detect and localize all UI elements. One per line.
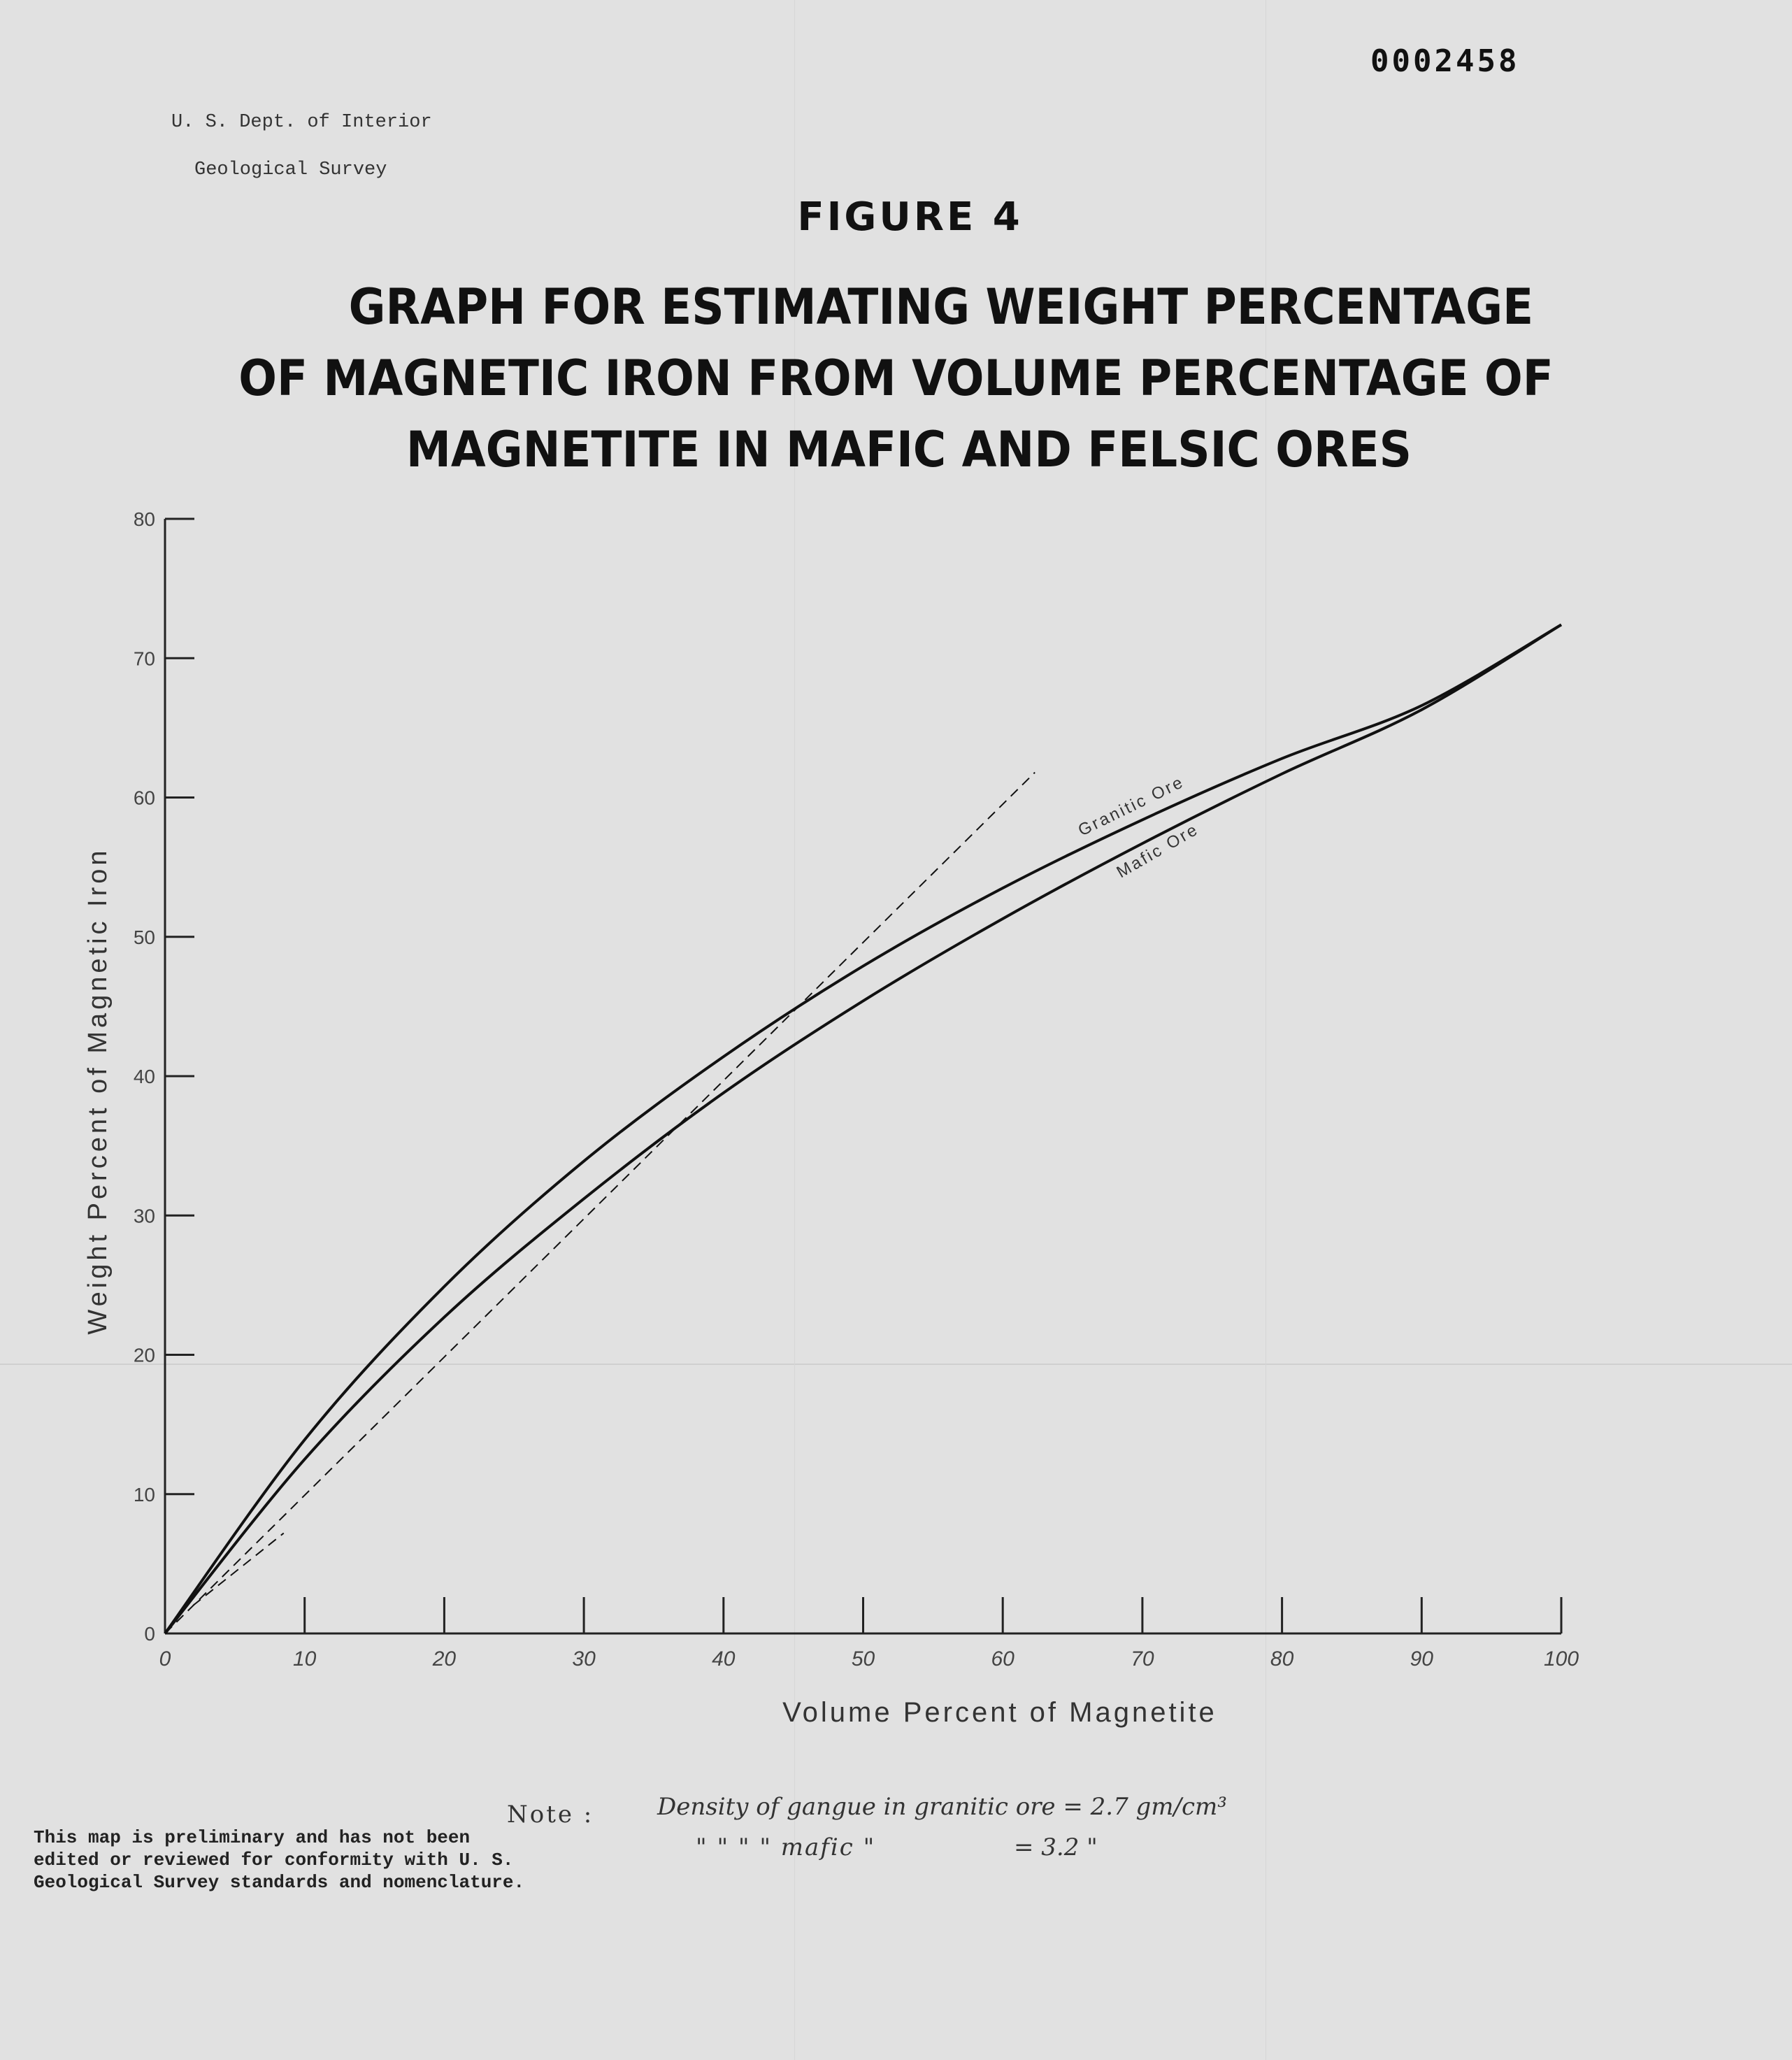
y-axis-label: Weight Percent of Magnetic Iron — [83, 847, 113, 1335]
x-axis-label: Volume Percent of Magnetite — [782, 1697, 1217, 1728]
disclaimer-line-1: This map is preliminary and has not been — [34, 1827, 471, 1848]
agency-line-2: Geological Survey — [194, 159, 387, 180]
x-tick-label: 50 — [851, 1647, 875, 1671]
chart-title-line-3: MAGNETITE IN MAFIC AND FELSIC ORES — [406, 421, 1412, 478]
y-tick-label: 60 — [133, 787, 155, 809]
x-tick-label: 60 — [991, 1647, 1015, 1671]
series-line-granitic-ore — [165, 624, 1561, 1633]
note-label: Note : — [507, 1801, 594, 1829]
y-tick-label: 70 — [133, 648, 155, 670]
agency-line-1: U. S. Dept. of Interior — [171, 112, 432, 133]
y-tick-label: 50 — [133, 926, 155, 948]
x-tick-label: 0 — [159, 1647, 171, 1671]
chart-series — [165, 624, 1561, 1633]
note-density-mafic: = 3.2 " — [1014, 1833, 1098, 1861]
series-line-dashed-2 — [165, 773, 1035, 1633]
disclaimer-line-2: edited or reviewed for conformity with U. S. — [34, 1850, 514, 1871]
chart-axes — [134, 508, 1579, 1671]
x-tick-label: 100 — [1543, 1647, 1579, 1671]
y-tick-label: 20 — [133, 1344, 155, 1366]
series-line-mafic-ore — [165, 624, 1561, 1633]
granitic-ore-label: Granitic Ore — [1075, 772, 1188, 841]
x-tick-label: 80 — [1270, 1647, 1294, 1671]
disclaimer-line-3: Geological Survey standards and nomenclature. — [34, 1872, 525, 1893]
y-tick-label: 0 — [144, 1623, 155, 1645]
series-line-dashed-3 — [193, 1533, 284, 1606]
x-tick-label: 10 — [293, 1647, 317, 1671]
chart-title-line-1: GRAPH FOR ESTIMATING WEIGHT PERCENTAGE — [348, 278, 1534, 336]
note-ditto-marks: " " " " mafic " — [696, 1833, 876, 1861]
mafic-ore-label: Mafic Ore — [1113, 820, 1203, 882]
y-tick-label: 30 — [133, 1205, 155, 1227]
document-number: 0002458 — [1370, 43, 1520, 79]
figure-label: FIGURE 4 — [797, 194, 1023, 240]
x-tick-label: 40 — [712, 1647, 736, 1671]
x-tick-label: 20 — [432, 1647, 457, 1671]
y-tick-label: 40 — [133, 1066, 155, 1087]
y-tick-label: 10 — [133, 1483, 155, 1505]
x-tick-label: 30 — [572, 1647, 596, 1671]
y-tick-label: 80 — [133, 508, 155, 530]
x-tick-label: 90 — [1410, 1647, 1433, 1671]
note-density-granitic: Density of gangue in granitic ore = 2.7 gm/cm³ — [657, 1793, 1227, 1821]
x-tick-label: 70 — [1131, 1647, 1154, 1671]
disclaimer — [34, 1826, 524, 1894]
chart-title-line-2: OF MAGNETIC IRON FROM VOLUME PERCENTAGE OF — [238, 350, 1554, 407]
